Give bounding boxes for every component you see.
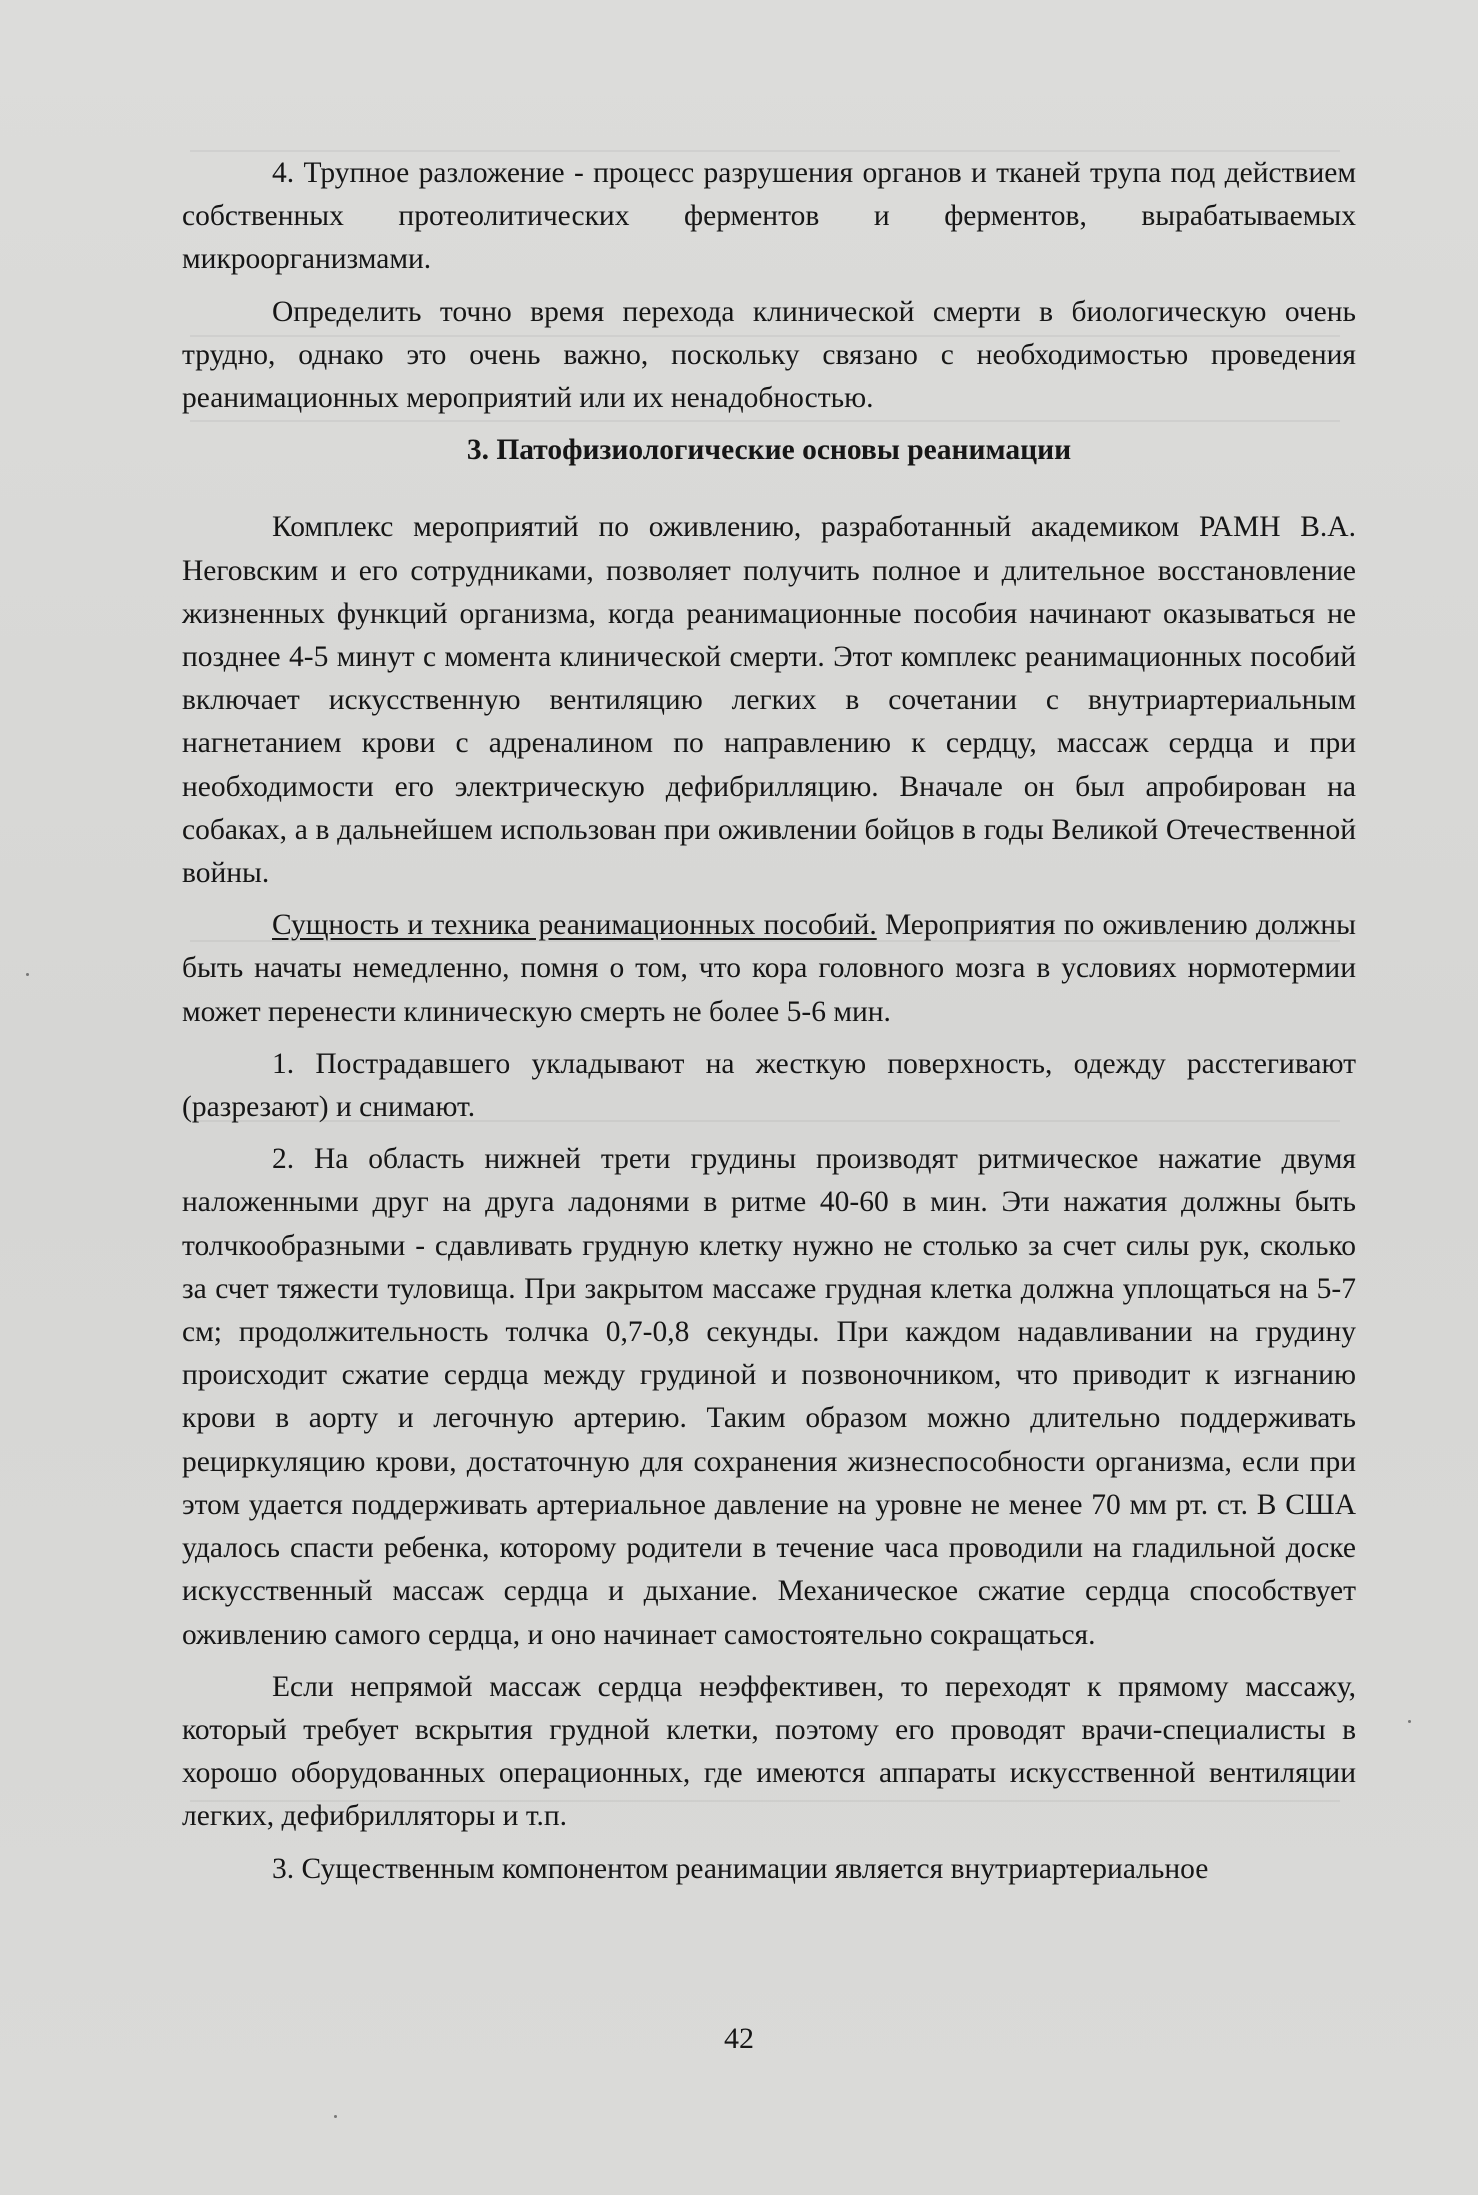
paragraph-death-timing: Определить точно время перехода клинической смерти в биологическую очень трудно, однако это очень важно, поскольку связано с необходимостью проведения реанимационных мероприятий или их ненадобностью. xyxy=(182,295,1356,415)
paragraph-putrefaction: 4. Трупное разложение - процесс разрушения органов и тканей трупа под действием собственных протеолитических ферментов и ферментов, вырабатываемых микроорганизмами. xyxy=(182,157,1356,276)
paragraph-step-1: 1. Пострадавшего укладывают на жесткую поверхность, одежду расстегивают (разрезают) и снимают. xyxy=(182,1047,1356,1124)
paragraph-step-2: 2. На область нижней трети грудины производят ритмическое нажатие двумя наложенными друг на друга ладонями в ритме 40-60 в мин. Эти нажатия должны быть толчкообразными - сдавливать грудную клетку нужно не столько за счет силы рук, сколько за счет тяжести туловища. При закрытом массаже грудная клетка должна уплощаться на 5-7 см; продолжительность толчка 0,7-0,8 секунды. При каждом надавливании на грудину происходит сжатие сердца между грудиной и позвоночником, что приводит к изгнанию крови в аорту и легочную артерию. Таким образом можно длительно поддерживать рециркуляцию крови, достаточную для сохранения жизнеспособности организма, если при этом удается поддерживать артериальное давление на уровне не менее 70 мм рт. ст. В США удалось спасти ребенка, которому родители в течение часа проводили на гладильной доске искусственный массаж сердца и дыхание. Механическое сжатие сердца способствует оживлению самого сердца, и оно начинает самостоятельно сокращаться. xyxy=(182,1143,1356,1651)
section-heading: 3. Патофизиологические основы реанимации xyxy=(466,434,1072,467)
paragraph-direct-massage: Если непрямой массаж сердца неэффективен, то переходят к прямому массажу, который требует вскрытия грудной клетки, поэтому его проводят врачи-специалисты в хорошо оборудованных операционных, где имеются аппараты искусственной вентиляции легких, дефибрилляторы и т.п. xyxy=(182,1670,1356,1833)
paragraph-step-3: 3. Существенным компонентом реанимации является внутриартериальное xyxy=(272,1852,1209,1885)
page-number: 42 xyxy=(724,2022,754,2055)
paragraph-essence-technique xyxy=(182,904,1356,1034)
dust-speck xyxy=(334,2115,337,2118)
page-body xyxy=(182,152,1356,1891)
dust-speck xyxy=(26,973,29,976)
paragraph-negovsky-complex: Комплекс мероприятий по оживлению, разработанный академиком РАМН В.А. Неговским и его сотрудниками, позволяет получить полное и длительное восстановление жизненных функций организма, когда реанимационные пособия начинают оказываться не позднее 4-5 минут с момента клинической смерти. Этот комплекс реанимационных пособий включает искусственную вентиляцию легких в сочетании с внутриартериальным нагнетанием крови с адреналином по направлению к сердцу, массаж сердца и при необходимости его электрическую дефибрилляцию. Вначале он был апробирован на собаках, а в дальнейшем использован при оживлении бойцов в годы Великой Отечественной войны. xyxy=(182,511,1356,890)
paragraph-essence-text: Мероприятия по оживлению должны быть начаты немедленно, помня о том, что кора головного мозга в условиях нормотермии может перенести клиническую смерть не более 5-6 мин. xyxy=(182,909,1356,1028)
dust-speck xyxy=(1408,1720,1411,1723)
subsection-title: Сущность и техника реанимационных пособий. xyxy=(272,909,877,942)
